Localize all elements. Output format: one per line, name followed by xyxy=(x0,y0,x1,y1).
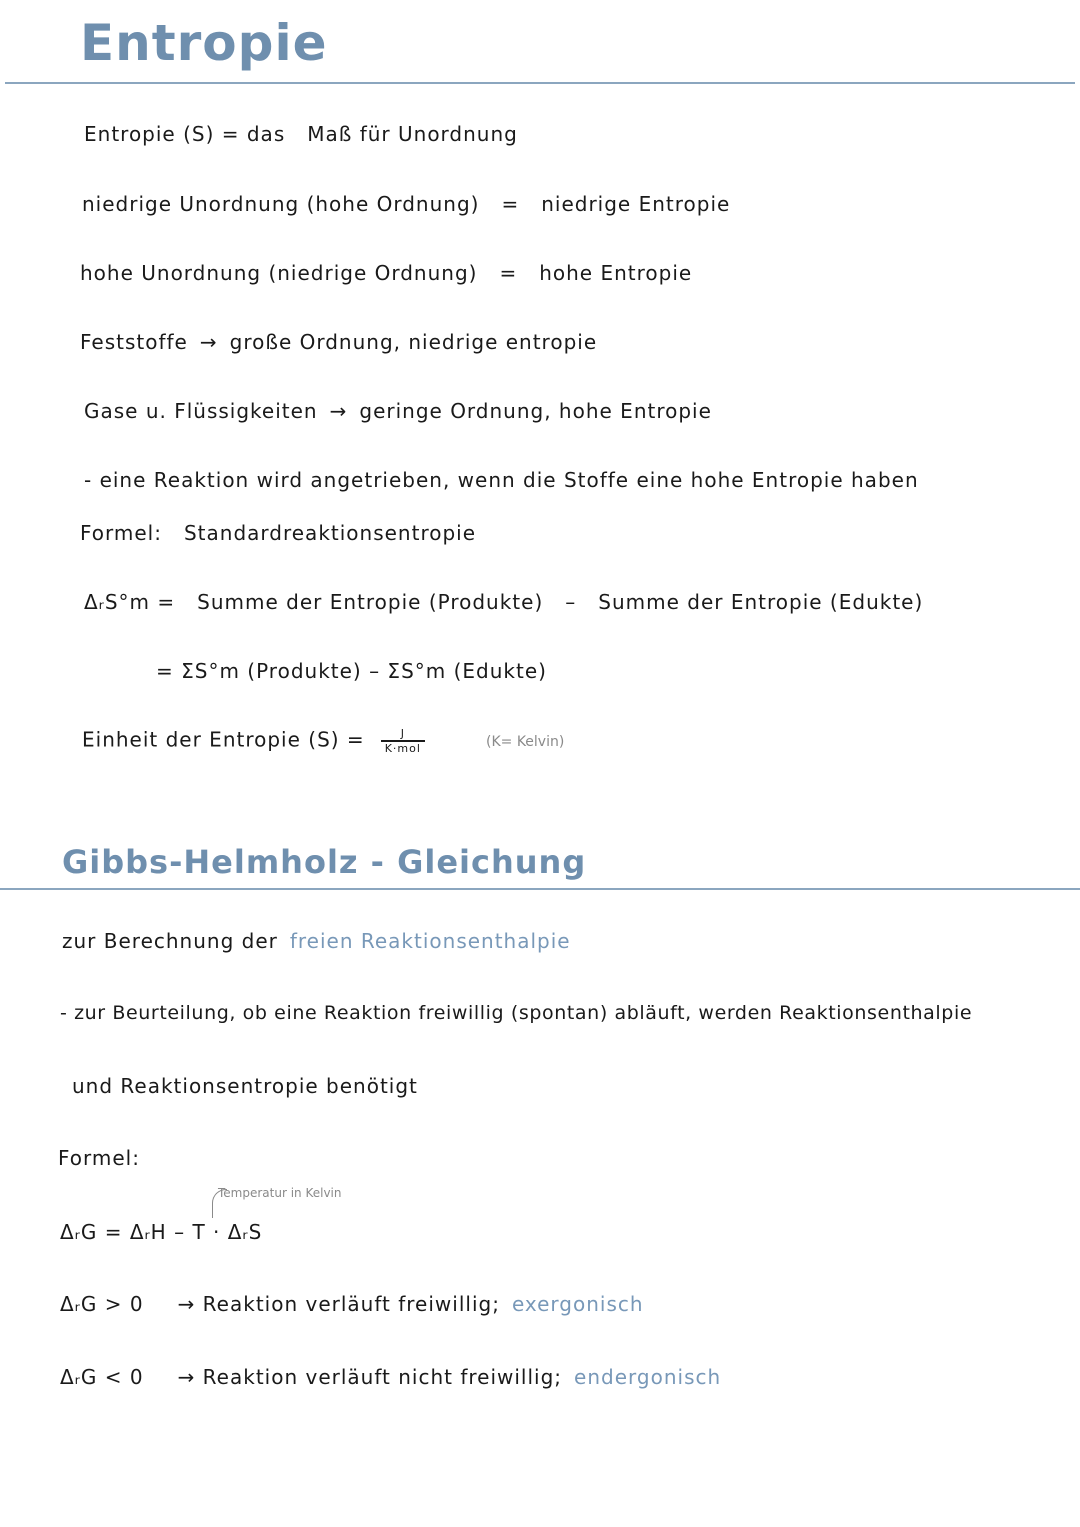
definition-line xyxy=(84,122,518,146)
arrow-icon: → xyxy=(199,330,218,354)
divider-line xyxy=(5,82,1075,84)
text: Gase u. Flüssigkeiten xyxy=(84,399,318,423)
text: zur Berechnung der xyxy=(62,929,278,953)
text: Entropie (S) = das xyxy=(84,122,286,146)
assessment-line-2 xyxy=(72,1074,418,1098)
equals: = xyxy=(501,192,520,216)
text: Formel: xyxy=(80,521,162,545)
gases-line xyxy=(84,399,712,423)
fraction-numerator: J xyxy=(381,727,425,742)
formula-label xyxy=(58,1146,140,1170)
text: → Reaktion verläuft nicht freiwillig; xyxy=(177,1365,563,1389)
text: → Reaktion verläuft freiwillig; xyxy=(177,1292,500,1316)
reaction-driver-line xyxy=(84,468,919,492)
text: hohe Entropie xyxy=(539,261,693,285)
minus: – xyxy=(565,590,577,614)
text: Maß für Unordnung xyxy=(307,122,518,146)
text: niedrige Entropie xyxy=(541,192,731,216)
text: große Ordnung, niedrige entropie xyxy=(229,330,598,354)
section-title-gibbs: Gibbs-Helmholz - Gleichung xyxy=(62,843,587,881)
arrow-icon: → xyxy=(329,399,348,423)
temperature-note: Temperatur in Kelvin xyxy=(218,1186,342,1200)
text: ΔᵣG < 0 xyxy=(60,1365,144,1389)
solids-line xyxy=(80,330,597,354)
text: - eine Reaktion wird angetrieben, wenn die Stoffe eine hohe Entropie haben xyxy=(84,468,919,492)
high-disorder-line xyxy=(80,261,692,285)
low-disorder-line xyxy=(82,192,730,216)
text: ΔᵣG = ΔᵣH – T · ΔᵣS xyxy=(60,1220,263,1244)
highlight-text: endergonisch xyxy=(574,1365,722,1389)
divider-line xyxy=(0,888,1080,890)
formula-line-1 xyxy=(84,590,923,614)
text: = ΣS°m (Produkte) – ΣS°m (Edukte) xyxy=(156,659,547,683)
formula-label-line xyxy=(80,521,476,545)
text: ΔᵣG > 0 xyxy=(60,1292,144,1316)
highlight-text: freien Reaktionsenthalpie xyxy=(289,929,571,953)
endergonic-line xyxy=(60,1365,721,1389)
unit-line xyxy=(82,727,429,755)
text: und Reaktionsentropie benötigt xyxy=(72,1074,418,1098)
calc-line xyxy=(62,929,571,953)
assessment-line xyxy=(60,1002,972,1024)
text: Feststoffe xyxy=(80,330,188,354)
gibbs-formula xyxy=(60,1220,262,1244)
exergonic-line xyxy=(60,1292,644,1316)
equals: = xyxy=(499,261,518,285)
highlight-text: exergonisch xyxy=(511,1292,644,1316)
text: Formel: xyxy=(58,1146,140,1170)
text: niedrige Unordnung (hohe Ordnung) xyxy=(82,192,480,216)
kelvin-note: (K= Kelvin) xyxy=(486,734,565,750)
formula-line-2 xyxy=(156,659,547,683)
text: Summe der Entropie (Edukte) xyxy=(598,590,924,614)
text: Standardreaktionsentropie xyxy=(183,521,477,545)
fraction-denominator: K·mol xyxy=(384,742,421,755)
text: - zur Beurteilung, ob eine Reaktion freiwillig (spontan) abläuft, werden Reaktionsenthalpie xyxy=(60,1002,973,1024)
formula-lhs: ΔᵣS°m = xyxy=(84,590,176,614)
text: hohe Unordnung (niedrige Ordnung) xyxy=(80,261,478,285)
section-title-entropie: Entropie xyxy=(80,14,328,72)
text: Summe der Entropie (Produkte) xyxy=(197,590,544,614)
unit-fraction xyxy=(381,727,425,755)
text: geringe Ordnung, hohe Entropie xyxy=(359,399,712,423)
text: Einheit der Entropie (S) = xyxy=(82,727,365,752)
